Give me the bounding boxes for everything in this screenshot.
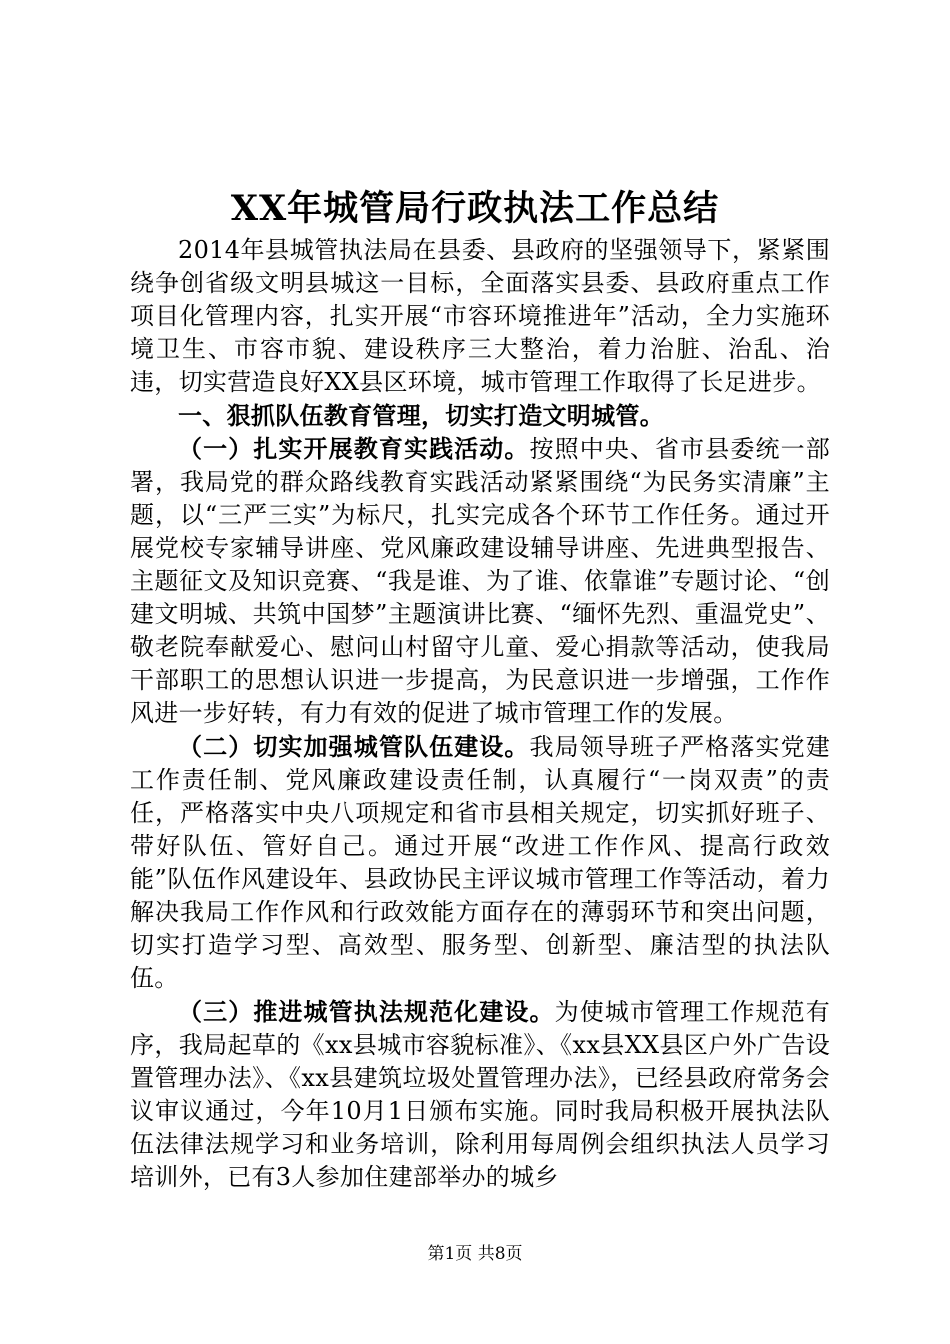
paragraph-lead: （三）推进城管执法规范化建设。 <box>178 997 555 1026</box>
paragraph-item-2 <box>130 730 830 995</box>
page-title: XX年城管局行政执法工作总结 <box>230 188 720 229</box>
paragraph-item-1 <box>130 432 830 730</box>
paragraph-item-3 <box>130 995 830 1194</box>
paragraph-lead: （一）扎实开展教育实践活动。 <box>178 434 530 463</box>
section-heading-1: 一、狠抓队伍教育管理，切实打造文明城管。 <box>178 401 664 430</box>
page-footer: 第1页 共8页 <box>427 1244 523 1264</box>
paragraph-lead: （二）切实加强城管队伍建设。 <box>178 732 530 761</box>
paragraph-text: 我局领导班子严格落实党建工作责任制、党风廉政建设责任制，认真履行“一岗双责”的责任，严格落实中央八项规定和省市县相关规定，切实抓好班子、带好队伍、管好自己。通过开展“改进工作作风、提高行政效能”队伍作风建设年、县政协民主评议城市管理工作等活动，着力解决我局工作作风和行政效能方面存在的薄弱环节和突出问题，切实打造学习型、高效型、服务型、创新型、廉洁型的执法队伍。 <box>130 733 830 992</box>
intro-paragraph: 2014年县城管执法局在县委、县政府的坚强领导下，紧紧围绕争创省级文明县城这一目标，全面落实县委、县政府重点工作项目化管理内容，扎实开展“市容环境推进年”活动，全力实施环境卫生、市容市貌、建设秩序三大整治，着力治脏、治乱、治违，切实营造良好XX县区环境，城市管理工作取得了长足进步。 <box>130 236 830 396</box>
document-body <box>130 234 830 1194</box>
paragraph-text: 按照中央、省市县委统一部署，我局党的群众路线教育实践活动紧紧围绕“为民务实清廉”主题，以“三严三实”为标尺，扎实完成各个环节工作任务。通过开展党校专家辅导讲座、党风廉政建设辅导讲座、先进典型报告、主题征文及知识竞赛、“我是谁、为了谁、依靠谁”专题讨论、“创建文明城、共筑中国梦”主题演讲比赛、“缅怀先烈、重温党史”、敬老院奉献爱心、慰问山村留守儿童、爱心捐款等活动，使我局干部职工的思想认识进一步提高，为民意识进一步增强，工作作风进一步好转，有力有效的促进了城市管理工作的发展。 <box>130 435 830 727</box>
paragraph-text: 为使城市管理工作规范有序，我局起草的《xx县城市容貌标准》、《xx县XX县区户外广告设置管理办法》、《xx县建筑垃圾处置管理办法》，已经县政府常务会议审议通过，今年10月1日颁布实施。同时我局积极开展执法队伍法律法规学习和业务培训，除利用每周例会组织执法人员学习培训外，已有3人参加住建部举办的城乡 <box>130 998 830 1191</box>
